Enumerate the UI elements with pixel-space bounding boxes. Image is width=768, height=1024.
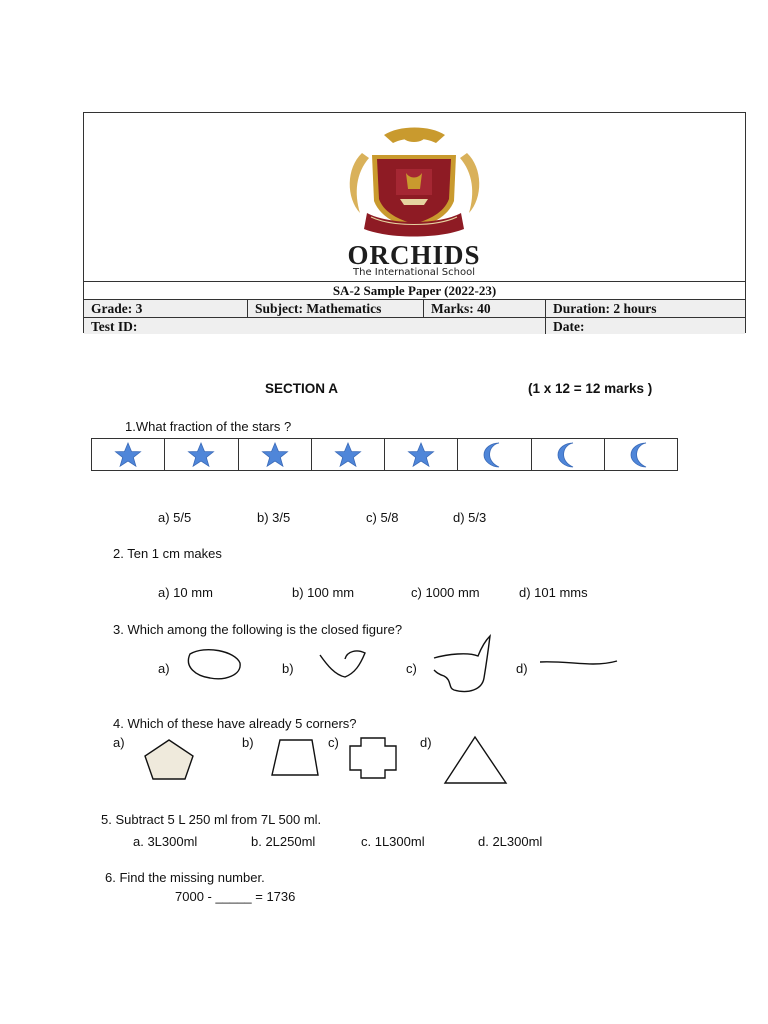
q5-option-a: a. 3L300ml (133, 834, 198, 849)
question-5: 5. Subtract 5 L 250 ml from 7L 500 ml. (101, 812, 322, 827)
moon-icon (553, 441, 583, 469)
q2-option-c: c) 1000 mm (411, 585, 480, 600)
q1-option-b: b) 3/5 (257, 510, 291, 525)
strip-cell (604, 439, 677, 470)
q5-option-b: b. 2L250ml (251, 834, 316, 849)
q2-option-a: a) 10 mm (158, 585, 213, 600)
date-cell: Date: (545, 318, 745, 334)
q1-option-c: c) 5/8 (366, 510, 399, 525)
star-icon (406, 441, 436, 469)
cross-shape (346, 736, 400, 780)
strip-cell (238, 439, 311, 470)
subject-cell: Subject: Mathematics (247, 300, 423, 317)
question-3: 3. Which among the following is the closed figure? (113, 622, 403, 637)
pentagon-shape (142, 738, 196, 782)
grade-cell: Grade: 3 (91, 301, 143, 316)
open-scribble-figure (428, 632, 498, 696)
star-icon (333, 441, 363, 469)
q2-option-b: b) 100 mm (292, 585, 355, 600)
moon-icon (479, 441, 509, 469)
trapezoid-shape (270, 738, 322, 778)
open-line-figure (538, 655, 620, 673)
question-6: 6. Find the missing number. (105, 870, 265, 885)
triangle-shape (443, 734, 509, 786)
q4-label-d: d) (420, 735, 432, 750)
moon-icon (626, 441, 656, 469)
school-name: ORCHIDS (347, 240, 481, 270)
strip-cell (92, 439, 164, 470)
question-2: 2. Ten 1 cm makes (113, 546, 222, 561)
q4-label-c: c) (328, 735, 339, 750)
question-4: 4. Which of these have already 5 corners? (113, 716, 357, 731)
paper-title: SA-2 Sample Paper (2022-23) (84, 281, 745, 299)
section-marks: (1 x 12 = 12 marks ) (528, 381, 653, 396)
q3-label-a: a) (158, 661, 170, 676)
question-1: 1.What fraction of the stars ? (125, 419, 292, 434)
q1-option-d: d) 5/3 (453, 510, 487, 525)
paper-header (83, 112, 746, 333)
q3-label-c: c) (406, 661, 417, 676)
q1-option-a: a) 5/5 (158, 510, 192, 525)
strip-cell (457, 439, 530, 470)
strip-cell (531, 439, 604, 470)
q3-label-b: b) (282, 661, 294, 676)
marks-cell: Marks: 40 (423, 300, 545, 317)
duration-cell: Duration: 2 hours (545, 300, 745, 317)
open-hook-figure (315, 645, 370, 685)
section-title: SECTION A (265, 381, 339, 396)
q5-option-d: d. 2L300ml (478, 834, 543, 849)
star-icon (113, 441, 143, 469)
strip-cell (384, 439, 457, 470)
closed-curve-figure (180, 645, 250, 685)
star-moon-strip (91, 438, 678, 471)
q2-option-d: d) 101 mms (519, 585, 588, 600)
school-tagline: The International School (353, 267, 475, 278)
test-id-row (84, 317, 745, 334)
strip-cell (164, 439, 237, 470)
q4-label-a: a) (113, 735, 125, 750)
info-row (84, 299, 745, 317)
star-icon (260, 441, 290, 469)
star-icon (186, 441, 216, 469)
q5-option-c: c. 1L300ml (361, 834, 425, 849)
school-logo (84, 113, 745, 281)
test-id-cell: Test ID: (91, 319, 138, 334)
crest-shield (372, 155, 456, 229)
q3-label-d: d) (516, 661, 528, 676)
q4-label-b: b) (242, 735, 254, 750)
q6-equation: 7000 - _____ = 1736 (175, 889, 296, 904)
strip-cell (311, 439, 384, 470)
